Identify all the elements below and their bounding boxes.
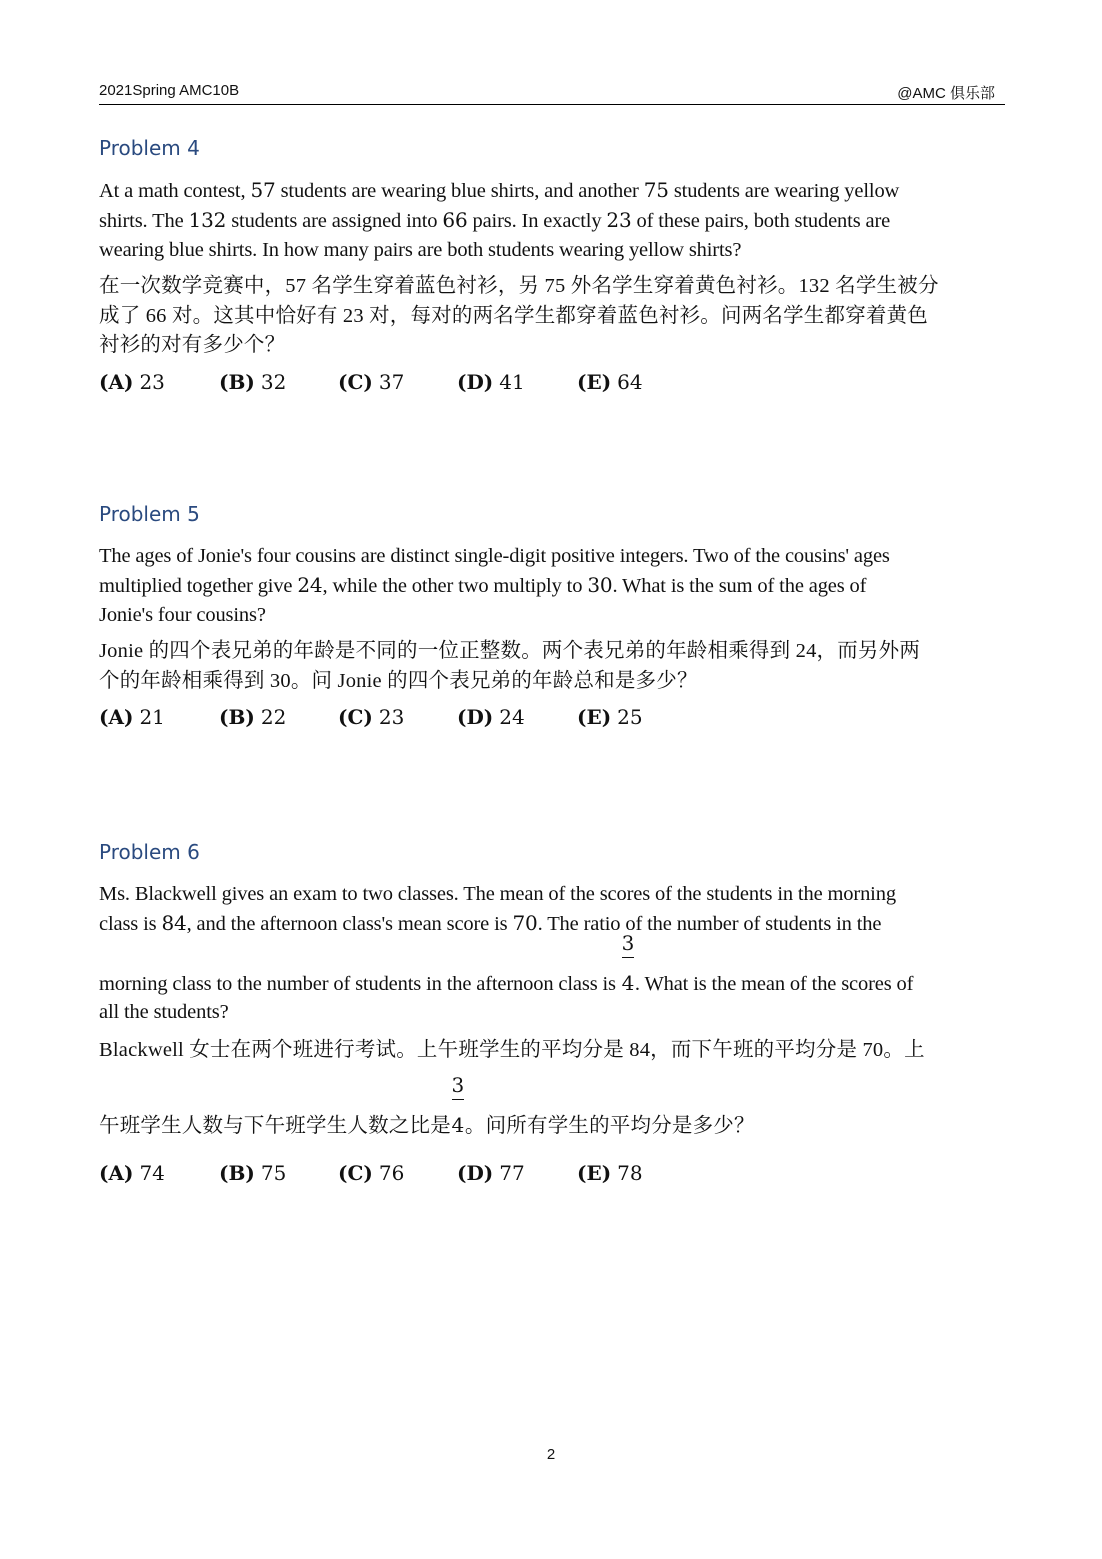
choice-e: (E) 64 <box>577 369 643 394</box>
choice-a: (A) 74 <box>99 1161 165 1185</box>
choice-b: (B) 75 <box>219 1161 287 1185</box>
statement-line: The ages of Jonie's four cousins are distinct single-digit positive integers. Two of the cousins' ages <box>99 545 890 567</box>
math-number: 30 <box>587 573 613 597</box>
math-number: 23 <box>606 208 632 232</box>
math-number: 57 <box>250 178 276 202</box>
choice-b: (B) 32 <box>219 369 287 394</box>
math-number: 66 <box>442 208 468 232</box>
page-header <box>99 80 1005 105</box>
fraction-three-quarters <box>621 931 635 998</box>
answer-choices <box>99 370 1004 400</box>
statement-line: multiplied together give 24, while the other two multiply to 30. What is the sum of the ages of <box>99 573 867 597</box>
problem-statement-en <box>99 880 1004 1027</box>
choice-a: (A) 21 <box>99 705 165 729</box>
choice-a: (A) 23 <box>99 369 165 394</box>
statement-line-with-fraction: morning class to the number of students in the afternoon class is $\frac{3}{4}$. What is the mean of the scores of <box>99 939 1004 998</box>
choice-d: (D) 77 <box>457 1161 525 1185</box>
problem-title: Problem 6 <box>99 840 200 864</box>
statement-line-zh: Blackwell 女士在两个班进行考试。上午班学生的平均分是 84，而下午班的平均分是 70。上 <box>99 1039 925 1061</box>
statement-line-zh: 衬衫的对有多少个？ <box>99 334 286 356</box>
statement-line: wearing blue shirts. In how many pairs are both students wearing yellow shirts? <box>99 239 742 261</box>
problem-6 <box>99 838 1004 1191</box>
problem-statement-en <box>99 176 1004 265</box>
choice-d: (D) 24 <box>457 705 525 729</box>
statement-line: all the students? <box>99 1001 229 1023</box>
header-exam-title: 2021Spring AMC10B <box>99 82 240 99</box>
statement-line: class is 84, and the afternoon class's mean score is 70. The ratio of the number of students in the <box>99 911 882 935</box>
statement-line: shirts. The 132 students are assigned into 66 pairs. In exactly 23 of these pairs, both students are <box>99 208 891 232</box>
statement-line-zh: Jonie 的四个表兄弟的年龄是不同的一位正整数。两个表兄弟的年龄相乘得到 24，而另外两 <box>99 640 921 662</box>
problem-title: Problem 5 <box>99 502 200 526</box>
page-number: 2 <box>546 1446 556 1463</box>
statement-line: At a math contest, 57 students are wearing blue shirts, and another 75 students are wearing yellow <box>99 178 900 202</box>
fraction-denominator: 4 <box>621 971 635 995</box>
problem-4 <box>99 134 1004 400</box>
statement-line-zh: 个的年龄相乘得到 30。问 Jonie 的四个表兄弟的年龄总和是多少？ <box>99 669 698 692</box>
problem-statement-en <box>99 542 1004 630</box>
fraction-numerator: 3 <box>451 1072 465 1097</box>
choice-b: (B) 22 <box>219 705 287 729</box>
choice-c: (C) 76 <box>338 1161 405 1185</box>
choice-e: (E) 25 <box>577 705 643 729</box>
math-number: 70 <box>512 911 538 935</box>
answer-choices <box>99 705 1004 735</box>
fraction-denominator: 4 <box>451 1112 465 1137</box>
math-number: 132 <box>188 208 227 232</box>
header-club-name: @AMC 俱乐部 <box>897 85 995 102</box>
math-number: 75 <box>643 178 669 202</box>
fraction-numerator: 3 <box>621 931 635 955</box>
problem-statement-zh <box>99 1036 1004 1141</box>
statement-line-zh-with-fraction: 午班学生人数与下午班学生人数之比是 $\frac{3}{4}$。问所有学生的平均分是多少？ <box>99 1066 1004 1142</box>
math-number: 24 <box>297 573 323 597</box>
statement-line: Ms. Blackwell gives an exam to two classes. The mean of the scores of the students in the morning <box>99 883 896 905</box>
choice-d: (D) 41 <box>457 369 525 394</box>
choice-c: (C) 37 <box>338 369 405 394</box>
math-number: 84 <box>161 911 187 935</box>
statement-line-zh: 在一次数学竞赛中，57 名学生穿着蓝色衬衫，另 75 外名学生穿着黄色衬衫。132 名学生被分 <box>99 275 939 297</box>
statement-line: Jonie's four cousins? <box>99 604 266 626</box>
answer-choices <box>99 1161 1004 1191</box>
choice-c: (C) 23 <box>338 705 405 729</box>
problem-statement-zh <box>99 272 1004 361</box>
problem-title: Problem 4 <box>99 136 200 160</box>
problem-statement-zh <box>99 637 1004 696</box>
fraction-three-quarters <box>451 1072 465 1141</box>
problem-5 <box>99 500 1004 735</box>
statement-line-zh: 成了 66 对。这其中恰好有 23 对，每对的两名学生都穿着蓝色衬衫。问两名学生都穿着黄色 <box>99 304 928 327</box>
choice-e: (E) 78 <box>577 1161 643 1185</box>
